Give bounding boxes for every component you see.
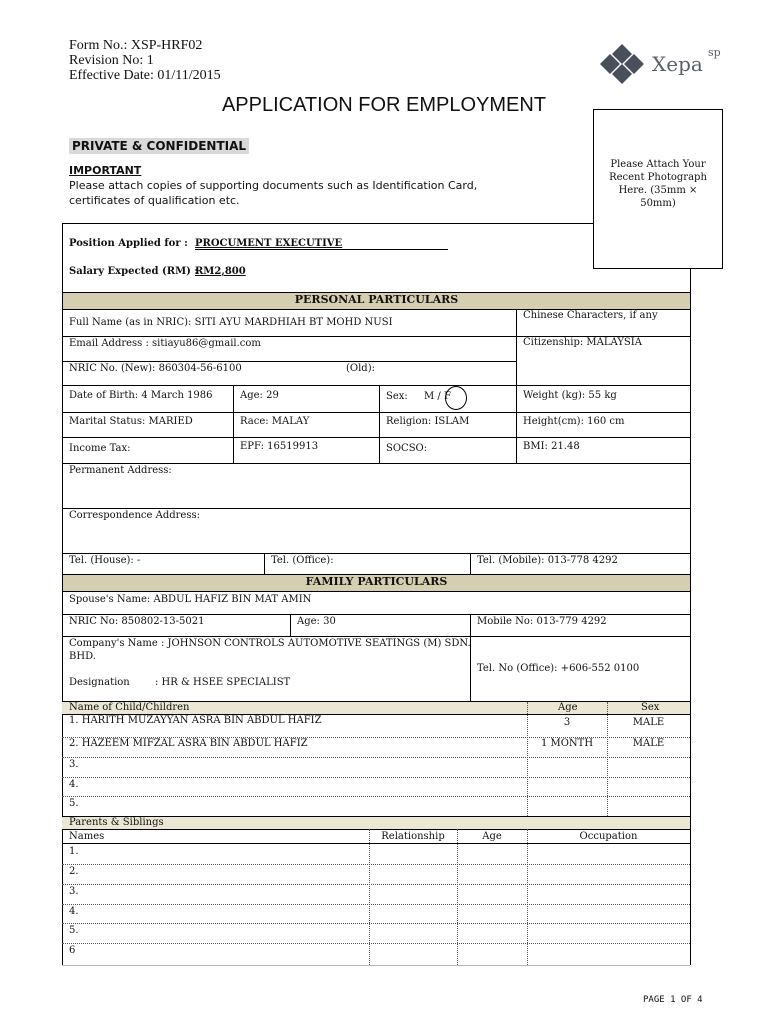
siblings-col-occupation: Occupation	[579, 831, 638, 842]
effective-date: Effective Date: 01/11/2015	[69, 68, 221, 83]
sex-selection-circle	[445, 386, 467, 410]
important-heading: IMPORTANT	[69, 164, 142, 177]
siblings-col-names: Names	[69, 831, 105, 842]
age-field[interactable]: Age: 29	[240, 390, 279, 401]
designation-label: Designation	[69, 677, 130, 688]
email-field[interactable]: Email Address : sitiayu86@gmail.com	[69, 338, 261, 349]
sex-options[interactable]: M / F	[424, 391, 451, 402]
revision-number: Revision No: 1	[69, 53, 154, 68]
chinese-characters-field[interactable]: Chinese Characters, if any	[523, 310, 658, 321]
designation-field[interactable]: : HR & HSEE SPECIALIST	[155, 677, 291, 688]
child-sex[interactable]: MALE	[632, 717, 665, 728]
salary-label: Salary Expected (RM) :	[69, 266, 199, 277]
child-age[interactable]: 1 MONTH	[540, 738, 594, 749]
child-name[interactable]: 4.	[69, 779, 79, 790]
xepa-logo-icon	[598, 42, 646, 86]
spouse-nric-field[interactable]: NRIC No: 850802-13-5021	[69, 616, 205, 627]
sibling-row[interactable]: 5.	[69, 925, 79, 936]
nric-new-field[interactable]: NRIC No. (New): 860304-56-6100	[69, 363, 242, 374]
form-number: Form No.: XSP-HRF02	[69, 38, 203, 53]
children-age-header: Age	[558, 702, 578, 713]
tel-house-field[interactable]: Tel. (House): -	[69, 555, 141, 566]
sibling-row[interactable]: 6	[69, 945, 76, 956]
child-sex[interactable]: MALE	[632, 738, 665, 749]
socso-field[interactable]: SOCSO:	[386, 443, 428, 454]
position-label: Position Applied for :	[69, 238, 188, 249]
child-age[interactable]: 3	[563, 717, 571, 728]
spouse-age-field[interactable]: Age: 30	[297, 616, 336, 627]
sibling-row[interactable]: 2.	[69, 866, 79, 877]
siblings-heading: Parents & Siblings	[69, 817, 164, 828]
sex-label: Sex:	[386, 391, 408, 402]
important-note: Please attach copies of supporting documents such as Identification Card, certificates of qualification etc.	[69, 179, 478, 207]
confidential-label: PRIVATE & CONFIDENTIAL	[69, 138, 249, 154]
spouse-office-tel-field[interactable]: Tel. No (Office): +606-552 0100	[477, 663, 640, 674]
siblings-col-relationship: Relationship	[381, 831, 445, 842]
spouse-company-field[interactable]: Company's Name : JOHNSON CONTROLS AUTOMOTIVE SEATINGS (M) SDN.	[69, 638, 471, 649]
sibling-row[interactable]: 4.	[69, 906, 79, 917]
siblings-col-age: Age	[482, 831, 502, 842]
full-name-field[interactable]: Full Name (as in NRIC): SITI AYU MARDHIAH BT MOHD NUSI	[69, 317, 393, 328]
children-sex-header: Sex	[641, 702, 660, 713]
religion-field[interactable]: Religion: ISLAM	[386, 416, 470, 427]
salary-value[interactable]: RM2,800	[195, 266, 246, 277]
xepa-logo-text: Xepa	[652, 52, 703, 76]
page-number: PAGE 1 OF 4	[643, 995, 703, 1005]
epf-field[interactable]: EPF: 16519913	[240, 441, 319, 452]
xepa-logo-superscript: sp	[708, 46, 721, 59]
race-field[interactable]: Race: MALAY	[240, 416, 310, 427]
photo-placeholder[interactable]: Please Attach Your Recent Photograph Here. (35mm × 50mm)	[593, 109, 723, 269]
position-field[interactable]	[195, 238, 448, 250]
date-of-birth-field[interactable]: Date of Birth: 4 March 1986	[69, 390, 213, 401]
sibling-row[interactable]: 3.	[69, 886, 79, 897]
marital-status-field[interactable]: Marital Status: MARIED	[69, 416, 193, 427]
child-name[interactable]: 3.	[69, 759, 79, 770]
spouse-company-line2: BHD.	[69, 651, 96, 662]
weight-field[interactable]: Weight (kg): 55 kg	[523, 390, 617, 401]
tel-office-field[interactable]: Tel. (Office):	[271, 555, 334, 566]
height-field[interactable]: Height(cm): 160 cm	[523, 416, 625, 427]
page-title: APPLICATION FOR EMPLOYMENT	[221, 94, 547, 116]
permanent-address-field[interactable]: Permanent Address:	[69, 465, 172, 476]
family-particulars-heading: FAMILY PARTICULARS	[62, 574, 691, 592]
personal-particulars-heading: PERSONAL PARTICULARS	[62, 292, 691, 310]
income-tax-field[interactable]: Income Tax:	[69, 443, 131, 454]
position-value: PROCUMENT EXECUTIVE	[195, 238, 343, 249]
tel-mobile-field[interactable]: Tel. (Mobile): 013-778 4292	[477, 555, 618, 566]
child-name[interactable]: 1. HARITH MUZAYYAN ASRA BIN ABDUL HAFIZ	[69, 715, 322, 726]
sibling-row[interactable]: 1.	[69, 846, 79, 857]
citizenship-field[interactable]: Citizenship: MALAYSIA	[523, 337, 642, 348]
children-heading: Name of Child/Children	[69, 702, 190, 713]
spouse-mobile-field[interactable]: Mobile No: 013-779 4292	[477, 616, 607, 627]
child-name[interactable]: 2. HAZEEM MIFZAL ASRA BIN ABDUL HAFIZ	[69, 738, 308, 749]
bmi-field[interactable]: BMI: 21.48	[523, 441, 580, 452]
nric-old-field[interactable]: (Old):	[346, 363, 375, 374]
child-name[interactable]: 5.	[69, 798, 79, 809]
correspondence-address-field[interactable]: Correspondence Address:	[69, 510, 200, 521]
spouse-name-field[interactable]: Spouse's Name: ABDUL HAFIZ BIN MAT AMIN	[69, 594, 312, 605]
